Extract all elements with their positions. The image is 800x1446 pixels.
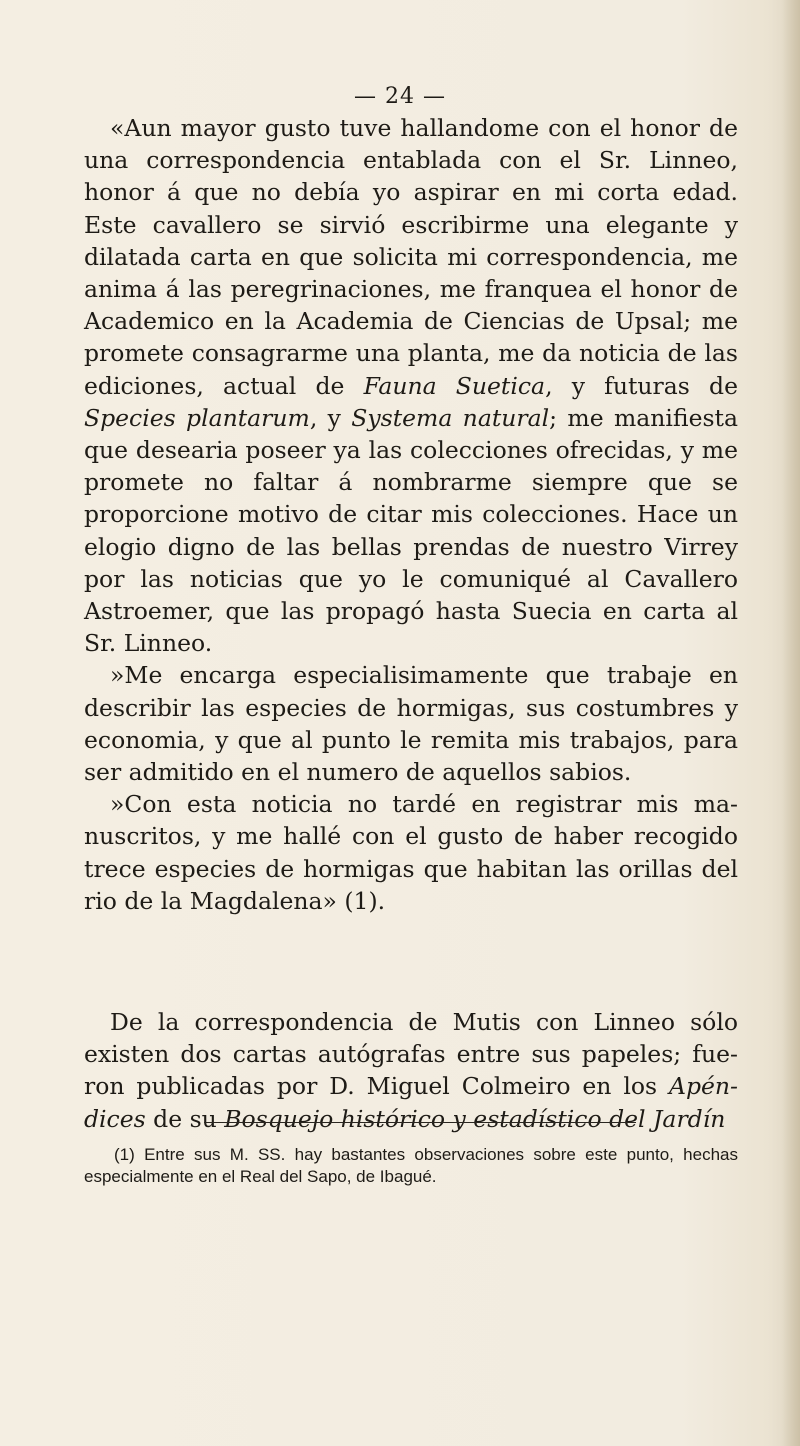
title-apendices: Apén-dices [84,1072,738,1133]
title-species-plantarum: Species plantarum [84,403,310,432]
footnote: (1) Entre sus M. SS. hay bastantes observaciones sobre este punto, hechas especialmente en el Real del Sapo, de Ibagué. [84,1145,738,1186]
paragraph-hormigas-request: »Me encarga especialisimamente que trabaje en describir las especies de hormigas, sus costumbres y economia, y que al punto le remita mis trabajos, para ser admitido en el numero de aquellos sabios. [84,661,738,787]
page-number: — 24 — [354,84,446,109]
footnote-divider [204,1122,636,1123]
title-systema-natural: Systema natural [351,403,550,432]
paragraph-manuscritos: »Con esta noticia no tardé en registrar mis ma-nuscritos, y me hallé con el gusto de haber recogido trece especies de hormigas que habitan las orillas del rio de la Magdalena» (1). [84,790,738,915]
page-edge-shadow [782,0,800,1446]
commentary-text [84,1006,738,1135]
title-bosquejo: Bosquejo histórico y estadístico del Jardín [224,1104,726,1133]
quoted-letter-text [84,112,738,917]
paragraph-linneo-letter: «Aun mayor gusto tuve hallandome con el honor de una correspondencia entablada con el Sr. Linneo, honor á que no debía yo aspirar en mi corta edad. Este cavallero se sirvió escribirme una elegante y dilatada carta en que solicita mi correspondencia, me anima á las peregrinaciones, me franquea el honor de Academico en la Academia de Ciencias de Upsal; me promete consagrarme una planta, me da noticia de las ediciones, actual de Fauna Suetica, y futuras de Species plantarum, y Systema natural; me manifiesta que desearia poseer ya las colecciones ofrecidas, y me promete no faltar á nombrarme siempre que se proporcione motivo de citar mis colecciones. Hace un elogio digno de las bellas prendas de nuestro Virrey por las noticias que yo le comuniqué al Cavallero Astroemer, que las propagó hasta Suecia en carta al Sr. Linneo. [84,114,738,658]
title-fauna-suetica: Fauna Suetica [363,371,546,400]
paragraph-correspondencia: De la correspondencia de Mutis con Linneo sólo existen dos cartas autógrafas entre sus papeles; fue-ron publicadas por D. Miguel Colmeiro en los Apén-dices de su Bosquejo histórico y estadístico del Jardín [84,1008,738,1133]
